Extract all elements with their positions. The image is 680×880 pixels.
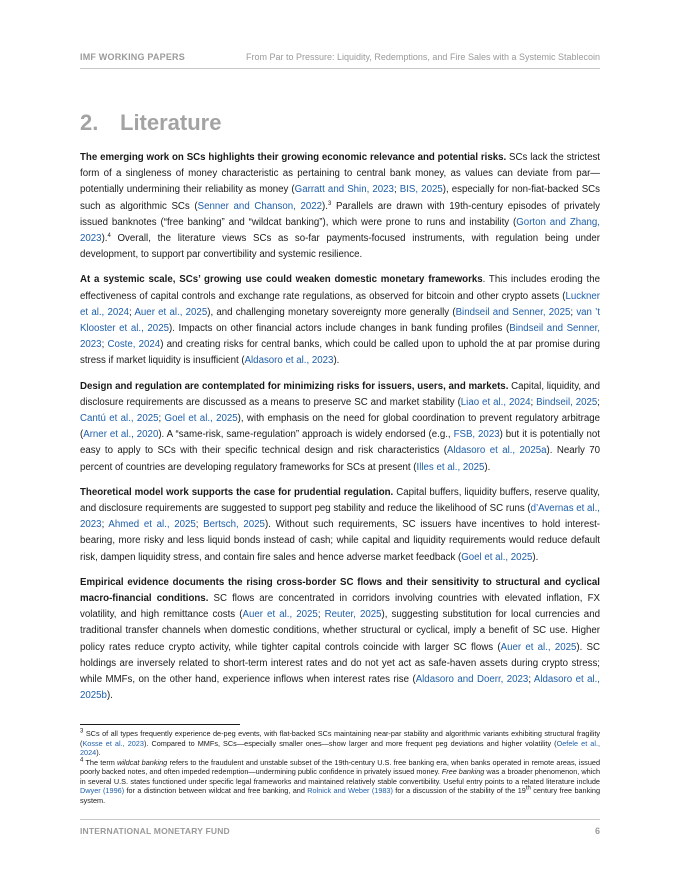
- citation-link[interactable]: Illes et al., 2025: [416, 461, 485, 473]
- citation-link[interactable]: Aldasoro et al., 2023: [244, 355, 334, 367]
- publisher-label: INTERNATIONAL MONETARY FUND: [80, 826, 230, 836]
- body-paragraph: [80, 150, 600, 263]
- text-run: Overall, the literature views SCs as so-far payments-focused instruments, with regulation being under development, to support par convertibility and systemic resilience.: [80, 233, 600, 261]
- citation-link[interactable]: Dwyer (1996): [80, 786, 125, 795]
- text-run: The term: [83, 757, 118, 767]
- citation-link[interactable]: Aldasoro and Doerr, 2023: [415, 674, 529, 686]
- text-run: Capital, liquidity, and disclosure requirements are discussed as a means to preserve SC and market stability (: [80, 380, 600, 408]
- text-run: ). A “same-risk, same-regulation” approach is widely endorsed (e.g.,: [158, 429, 454, 441]
- text-run: ), suggesting substitution for local currencies and traditional transfer channels when domestic conditions, whether structural or cyclical, imply a benefit of SC use. Higher policy rates reduce crypto activity, while tighter capital controls coincide with larger SC flows (: [80, 609, 600, 653]
- text-run: ;: [393, 184, 400, 196]
- citation-link[interactable]: Garratt and Shin, 2023: [294, 184, 394, 196]
- citation-link[interactable]: Goel et al., 2025: [164, 413, 238, 425]
- citation-link[interactable]: Arner et al., 2020: [83, 429, 159, 441]
- citation-link[interactable]: Auer et al., 2025: [242, 609, 318, 621]
- italic-term: wildcat banking: [117, 757, 168, 767]
- section-number: 2.: [80, 110, 99, 135]
- text-run: for a discussion of the stability of the 19: [392, 786, 526, 795]
- text-run: ), and challenging monetary sovereignty more generally (: [207, 306, 456, 318]
- section-heading: [80, 110, 221, 136]
- lead-sentence: At a systemic scale, SCs’ growing use could weaken domestic monetary frameworks: [80, 274, 483, 286]
- text-run: ).: [106, 690, 113, 702]
- text-run: ).: [484, 461, 491, 473]
- citation-link[interactable]: Auer et al., 2025: [134, 306, 208, 318]
- footnote: [80, 758, 600, 806]
- citation-link[interactable]: Gorton and Zhang, 2023: [80, 216, 600, 245]
- text-run: century free banking system.: [80, 786, 600, 805]
- text-run: ) and creating risks for central banks, which could be called upon to uphold the at par promise during stress if market liquidity is insufficient (: [80, 339, 600, 367]
- text-run: ) but it is potentially not easy to apply to SCs with their specific technical design and risk characteristics (: [80, 429, 600, 457]
- citation-link[interactable]: Auer et al., 2025: [500, 641, 577, 653]
- body-text: [80, 150, 600, 714]
- text-run: ;: [597, 396, 600, 408]
- series-label: IMF WORKING PAPERS: [80, 52, 185, 62]
- citation-link[interactable]: Cantú et al., 2025: [80, 413, 159, 425]
- section-title: Literature: [120, 110, 222, 135]
- running-title: From Par to Pressure: Liquidity, Redemptions, and Fire Sales with a Systemic Stablecoin: [246, 52, 600, 62]
- page-footer: [80, 819, 600, 836]
- text-run: ;: [158, 413, 165, 425]
- citation-link[interactable]: Liao et al., 2024: [460, 396, 531, 408]
- text-run: ;: [570, 306, 577, 318]
- citation-link[interactable]: Bindseil and Senner, 2025: [455, 306, 571, 318]
- footnote-marker: 3: [80, 728, 84, 735]
- footnote-divider: [80, 724, 240, 725]
- citation-link[interactable]: Oefele et al., 2024: [80, 738, 601, 757]
- text-run: ).: [322, 200, 328, 212]
- text-run: ;: [530, 396, 537, 408]
- text-run: ). SC holdings are inversely related to short-term interest rates and do not yet act as safe-haven assets during crypto stress; while MMFs, on the other hand, experience inflows when interest rates rise (: [80, 641, 600, 686]
- citation-link[interactable]: Rolnick and Weber (1983): [307, 786, 393, 795]
- text-run: SCs of all types frequently experience de-peg events, with flat-backed SCs maintaining near-par stability and algorithmic variants exhibiting structural fragility (: [80, 729, 600, 748]
- text-run: ), especially for non-fiat-backed SCs such as algorithmic SCs (: [80, 184, 601, 212]
- citation-link[interactable]: Ahmed et al., 2025: [108, 519, 196, 531]
- body-paragraph: [80, 379, 600, 476]
- body-paragraph: [80, 272, 600, 369]
- page-header: [80, 52, 600, 69]
- citation-link[interactable]: Bindseil, 2025: [536, 396, 598, 408]
- lead-sentence: Theoretical model work supports the case for prudential regulation.: [80, 486, 394, 498]
- citation-link[interactable]: Bertsch, 2025: [203, 519, 265, 531]
- text-run: ;: [101, 519, 109, 531]
- citation-link[interactable]: Goel et al., 2025: [461, 551, 533, 563]
- body-paragraph: [80, 485, 600, 566]
- text-run: ).: [333, 355, 340, 367]
- text-run: ;: [317, 609, 325, 621]
- text-run: ), with emphasis on the need for global coordination to prevent regulatory arbitrage (: [80, 413, 601, 441]
- text-run: ;: [129, 306, 135, 318]
- text-run: ). Without such requirements, SC issuers have incentives to hold interest-bearing, more risky and less liquid bonds instead of cash; while capital and liquidity requirements would reduce default risk, dampen liquidity stress, and contain fire sales and hence adverse market feedback (: [80, 519, 600, 563]
- citation-link[interactable]: van ’t Klooster et al., 2025: [80, 306, 601, 335]
- lead-sentence: Empirical evidence documents the rising cross-border SC flows and their sensitivity to structural and cyclical macro-financial conditions.: [80, 576, 600, 605]
- text-run: ;: [101, 339, 108, 351]
- text-run: SCs lack the strictest form of a singleness of money characteristic as pertaining to central bank money, as values can deviate from par—potentially undermining their reliability as money (: [80, 152, 600, 196]
- text-run: ). Nearly 70 percent of countries are developing regulatory frameworks for SCs at present (: [80, 445, 601, 473]
- footnotes: [80, 729, 600, 805]
- lead-sentence: The emerging work on SCs highlights their growing economic relevance and potential risks.: [80, 152, 507, 163]
- text-run: refers to the fraudulent and unstable subset of the 19th-century U.S. free banking era, when banks operated in remote areas, issued poorly backed notes, and often impeded redemption—undermining public confidence in privately issued money.: [80, 757, 600, 776]
- citation-link[interactable]: Bindseil and Senner, 2023: [80, 323, 600, 351]
- footnote-marker: 4: [80, 757, 84, 764]
- footnote-marker: 4: [107, 232, 111, 239]
- text-run: ).: [532, 551, 539, 563]
- italic-term: Free banking: [441, 767, 485, 776]
- footnote: [80, 729, 600, 758]
- text-run: ;: [195, 519, 204, 531]
- body-paragraph: [80, 575, 600, 705]
- citation-link[interactable]: Aldasoro et al., 2025b: [80, 674, 600, 702]
- text-run: SC flows are concentrated in corridors involving countries with elevated inflation, FX volatility, and high remittance costs (: [80, 593, 600, 621]
- text-run: ).: [96, 748, 101, 757]
- text-run: ). Compared to MMFs, SCs—especially smaller ones—show larger and more frequent peg deviations and higher volatility (: [143, 738, 557, 748]
- text-run: ).: [101, 233, 108, 245]
- text-run: for a distinction between wildcat and free banking, and: [124, 786, 308, 795]
- citation-link[interactable]: Senner and Chanson, 2022: [197, 200, 323, 212]
- citation-link[interactable]: BIS, 2025: [399, 184, 443, 196]
- text-run: ;: [528, 674, 534, 686]
- text-run: ). Impacts on other financial actors include changes in bank funding profiles (: [168, 323, 510, 335]
- citation-link[interactable]: Reuter, 2025: [324, 609, 382, 621]
- citation-link[interactable]: Kosse et al., 2023: [82, 738, 144, 748]
- citation-link[interactable]: Aldasoro et al., 2025a: [447, 445, 547, 457]
- text-run: . This includes eroding the effectiveness of capital controls and exchange rate regulations, as observed for bitcoin and other crypto assets (: [80, 274, 600, 302]
- footnote-marker: 3: [327, 200, 332, 207]
- citation-link[interactable]: d’Avernas et al., 2023: [80, 503, 600, 531]
- citation-link[interactable]: FSB, 2023: [453, 429, 500, 441]
- footnote-marker: th: [525, 785, 531, 792]
- lead-sentence: Design and regulation are contemplated for minimizing risks for issuers, users, and markets.: [80, 380, 509, 392]
- citation-link[interactable]: Luckner et al., 2024: [80, 290, 600, 318]
- text-run: was a broader phenomenon, which in several U.S. states functioned under specific legal frameworks and maintained relatively stable convertibility. Useful entry points to a related literature include: [80, 767, 601, 786]
- text-run: Parallels are drawn with 19th-century episodes of privately issued banknotes (“free banking” and “wildcat banking”), which were prone to runs and instability (: [80, 200, 601, 228]
- citation-link[interactable]: Coste, 2024: [107, 339, 161, 351]
- page-number: 6: [594, 826, 600, 836]
- text-run: Capital buffers, liquidity buffers, reserve quality, and disclosure requirements are suggested to support peg stability and reduce the likelihood of SC runs (: [80, 486, 600, 515]
